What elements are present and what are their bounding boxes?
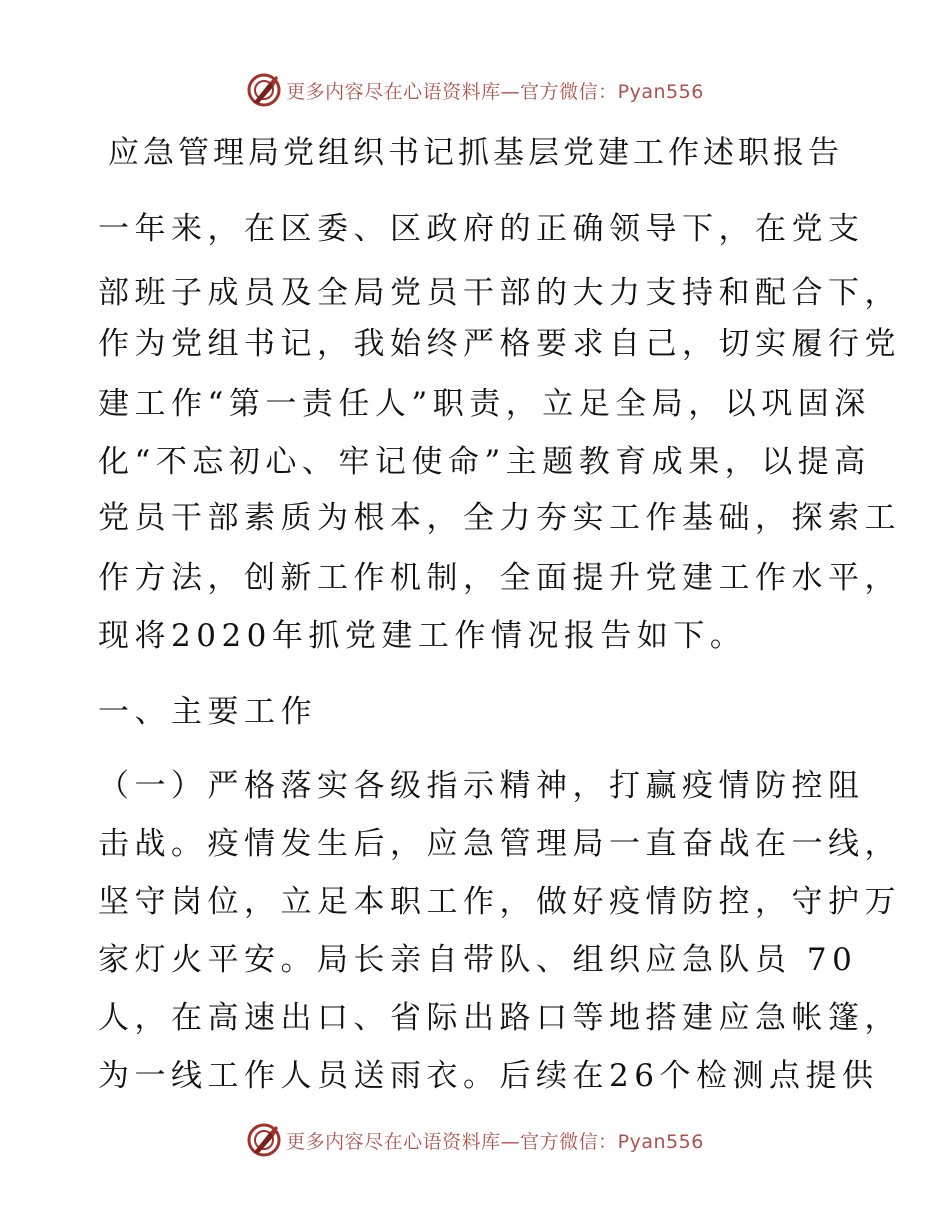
body-line: 为一线工作人员送雨衣。后续在26个检测点提供 <box>98 1058 879 1094</box>
pen-logo-icon <box>246 1122 282 1158</box>
watermark-banner-top <box>0 68 950 112</box>
body-line: 人，在高速出口、省际出路口等地搭建应急帐篷， <box>98 1000 901 1036</box>
watermark-text: 更多内容尽在心语资料库—官方微信：Pyan556 <box>286 1130 704 1153</box>
watermark-text: 更多内容尽在心语资料库—官方微信：Pyan556 <box>286 80 704 103</box>
body-line: 击战。疫情发生后，应急管理局一直奋战在一线， <box>98 826 901 862</box>
body-line: 作方法，创新工作机制，全面提升党建工作水平， <box>98 560 901 596</box>
document-title: 应急管理局党组织书记抓基层党建工作述职报告 <box>108 135 843 171</box>
pen-logo-icon <box>246 72 282 108</box>
body-line: 一年来，在区委、区政府的正确领导下，在党支 <box>98 211 865 247</box>
body-line: 现将2020年抓党建工作情况报告如下。 <box>98 618 747 654</box>
section-heading: 一、主要工作 <box>98 694 317 730</box>
body-line: 党员干部素质为根本，全力夯实工作基础，探索工 <box>98 500 901 536</box>
body-line: 坚守岗位，立足本职工作，做好疫情防控，守护万 <box>98 884 901 920</box>
watermark-banner-bottom <box>0 1118 950 1162</box>
subsection-heading: （一）严格落实各级指示精神，打赢疫情防控阻 <box>98 768 865 804</box>
body-line: 建工作“第一责任人”职责，立足全局，以巩固深 <box>98 386 871 422</box>
body-line: 化“不忘初心、牢记使命”主题教育成果，以提高 <box>98 444 871 480</box>
body-line: 家灯火平安。局长亲自带队、组织应急队员 70 <box>98 942 858 978</box>
body-line: 作为党组书记，我始终严格要求自己，切实履行党 <box>98 326 901 362</box>
body-line: 部班子成员及全局党员干部的大力支持和配合下， <box>98 275 901 311</box>
